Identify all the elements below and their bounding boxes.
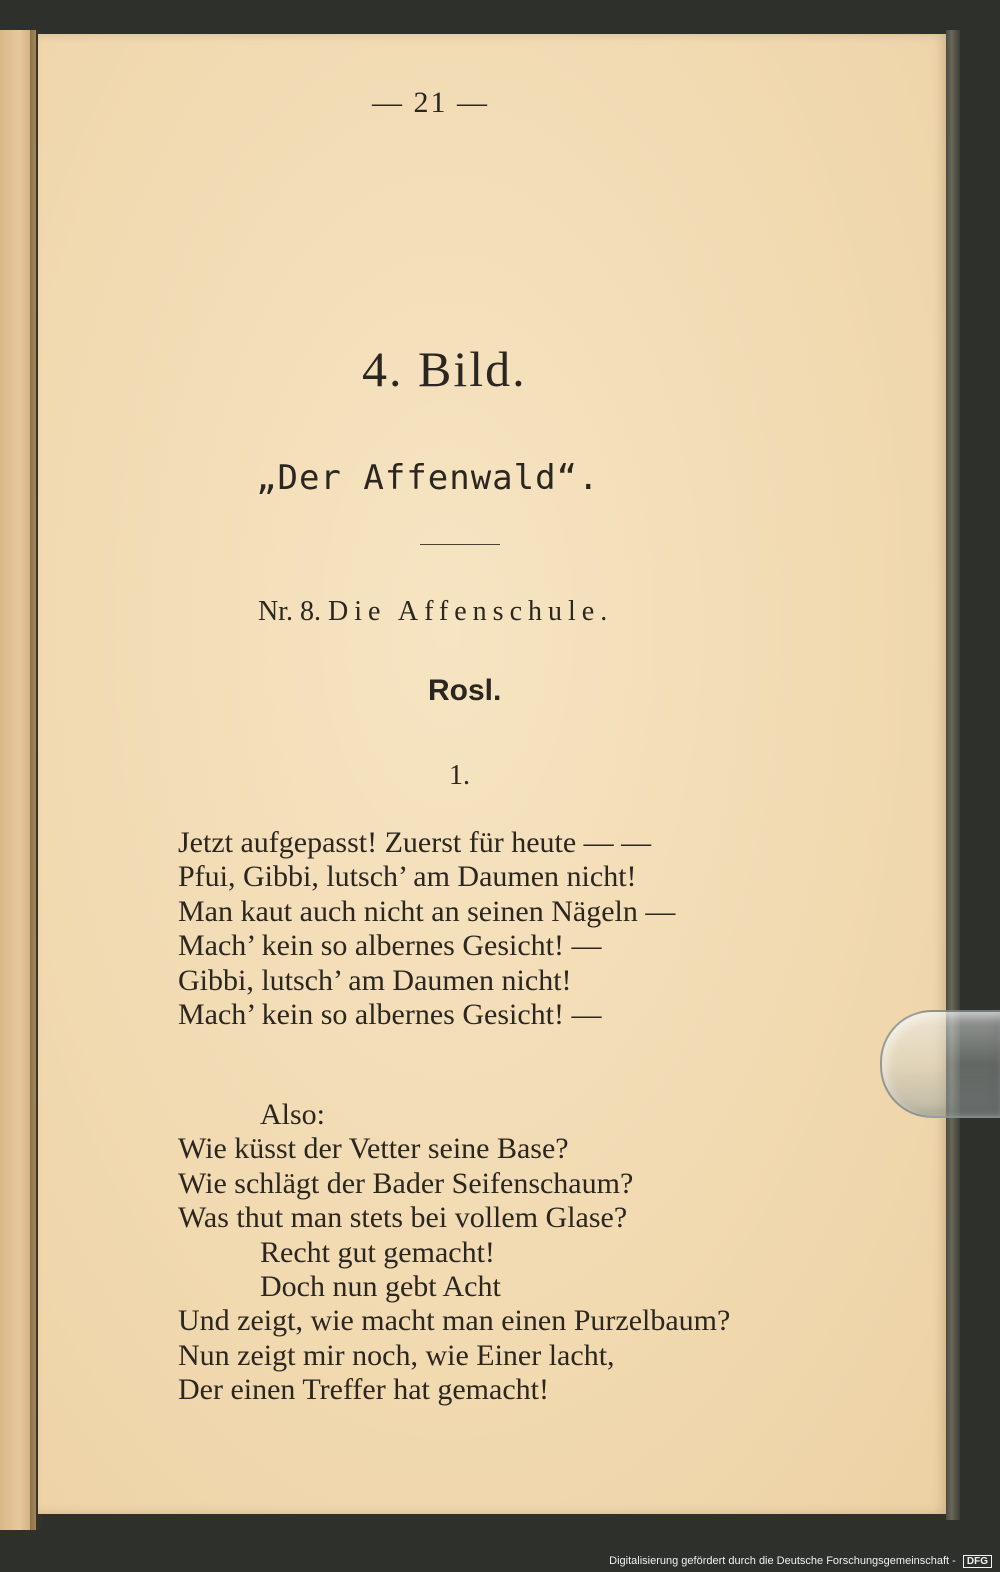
scene-subtitle: „Der Affenwald“. (256, 458, 600, 498)
verse-line: Mach’ kein so albernes Gesicht! — (178, 998, 602, 1032)
verse-line: Gibbi, lutsch’ am Daumen nicht! (178, 963, 572, 997)
page-stack-edge (946, 30, 960, 1520)
verse-line: Wie schlägt der Bader Seifenschaum? (178, 1166, 634, 1200)
verse-line: Man kaut auch nicht an seinen Nägeln — (178, 894, 676, 928)
scene-title: 4. Bild. (362, 341, 527, 397)
song-number: Nr. 8. (258, 596, 321, 627)
verse-line: Wie küsst der Vetter seine Base? (178, 1132, 569, 1166)
speaker-name: Rosl. (428, 674, 502, 707)
page-number: — 21 — (372, 86, 489, 119)
verse-line: Jetzt aufgepasst! Zuerst für heute — — (178, 826, 652, 859)
song-name: Die Affenschule. (328, 596, 614, 627)
verse-line: Mach’ kein so albernes Gesicht! — (178, 929, 602, 963)
footer-text: Digitalisierung gefördert durch die Deutsche Forschungsgemeinschaft - (609, 1555, 956, 1567)
page-clip (880, 1010, 1000, 1118)
verse-line: Der einen Treffer hat gemacht! (178, 1373, 549, 1407)
verse-line: Pfui, Gibbi, lutsch’ am Daumen nicht! (178, 860, 637, 894)
digitization-footer (609, 1555, 992, 1568)
verse-line: Also: (260, 1098, 326, 1131)
verse-block-2 (178, 1098, 730, 1408)
verse-line: Nun zeigt mir noch, wie Einer lacht, (178, 1338, 615, 1372)
verse-line: Und zeigt, wie macht man einen Purzelbaum? (178, 1304, 731, 1338)
dfg-logo-badge: DFG (963, 1555, 992, 1568)
verse-line: Doch nun gebt Acht (260, 1270, 501, 1304)
section-divider (420, 544, 500, 545)
verse-block-1 (178, 826, 675, 1032)
song-title (258, 596, 613, 628)
verse-line: Recht gut gemacht! (260, 1235, 495, 1269)
verse-line: Was thut man stets bei vollem Glase? (178, 1201, 628, 1235)
stanza-number: 1. (449, 760, 470, 791)
